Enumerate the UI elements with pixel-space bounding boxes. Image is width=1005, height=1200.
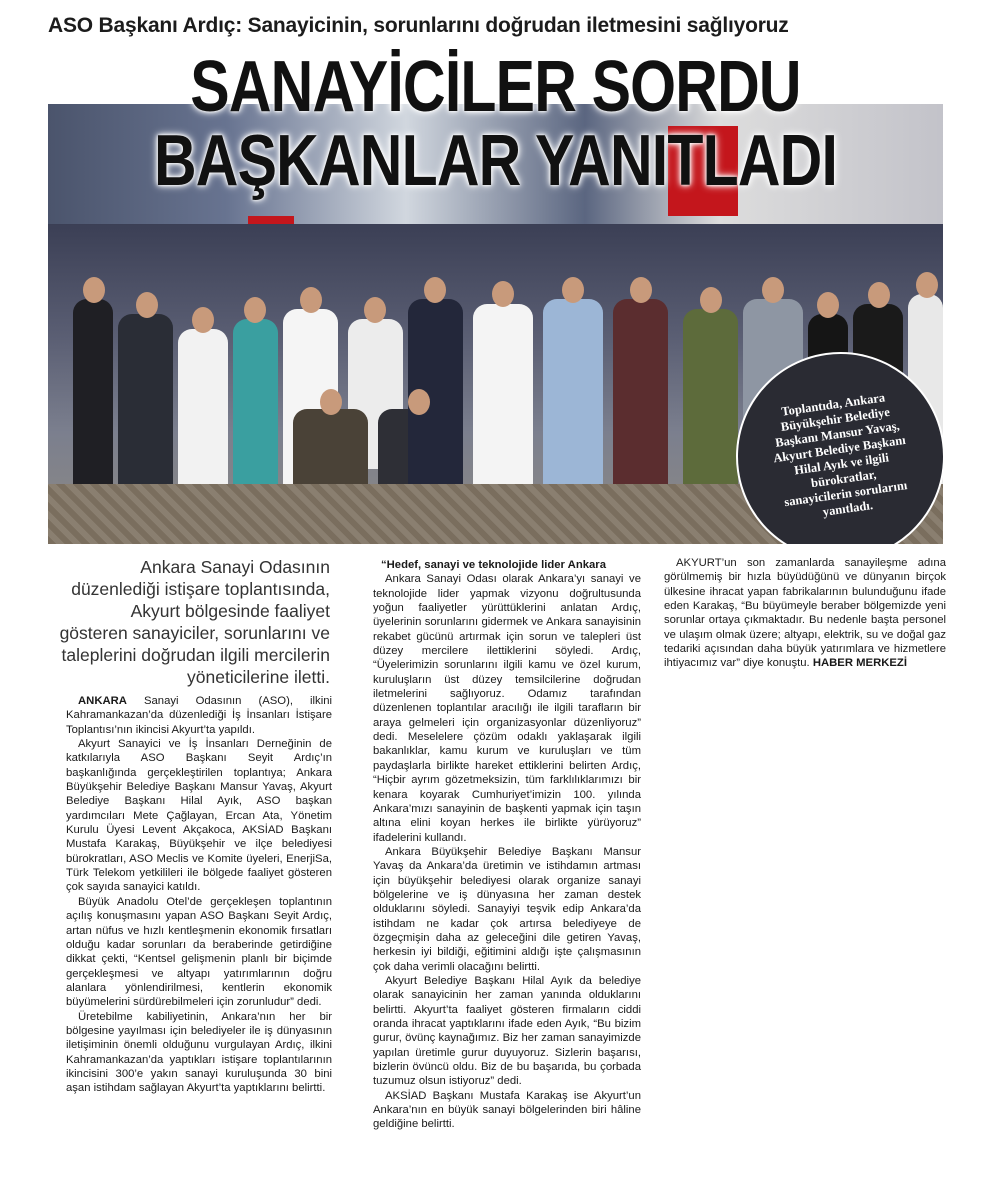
headline-line-1: SANAYİCİLER SORDU — [190, 47, 801, 127]
body-paragraph: Üretebilme kabiliyetinin, Ankara’nın her bir bölgesine yayılması için belediyeler ile iş dünyasının iletişiminin önemli olduğunu vurgulayan Ardıç, ilkini Kahramankazan’da yaptıkları istişare toplantılarının ikincisini 300’e yakın sanayi kuruluşunda 30 bini aşan istihdam sağlayan Akyurt’ta yaptıklarını belirtti. — [66, 1010, 332, 1095]
body-paragraph — [66, 694, 332, 737]
lead-paragraph: Ankara Sanayi Odasının düzenlediği istişare toplantısında, Akyurt bölgesinde faaliyet gösteren sanayiciler, sorunlarını ve taleplerini doğrudan ilgili mercilerin yöneticilerine iletti. — [59, 557, 330, 687]
body-text: Sanayi Odasının (ASO), ilkini Kahramankazan’da düzenlediği İş İnsanları İstişare Toplantısı’nın ikincisi Akyurt’ta yapıldı. — [66, 695, 332, 736]
body-paragraph: Akyurt Sanayici ve İş İnsanları Derneğinin de katkılarıyla ASO Başkanı Seyit Ardıç’ın başkanlığında gerçekleştirilen toplantıya; Ankara Büyükşehir Belediye Başkanı Mansur Yavaş, Akyurt Belediye Başkanı Hilal Ayık, ASO başkan yardımcıları Mete Çağlayan, Ercan Ata, Yönetim Kurulu Üyesi Levent Akçakoca, AKSİAD Başkanı Mustafa Karakaş, Büyükşehir ve ilçe belediyesi bürokratları, ASO Meclis ve Komite üyeleri, EnerjiSa, Türk Telekom yetkilileri ile bölgede faaliyet gösteren çok sayıda sanayici katıldı. — [66, 738, 332, 894]
body-paragraph: Ankara Sanayi Odası olarak Ankara’yı sanayi ve teknolojide lider yapmak vizyonu doğrultusunda yoğun faaliyetler yürüttüklerini anlatan Ardıç, üyelerinin sorunlarını gidermek ve Ankara sanayisinin rekabet gücünü artırmak için sorun ve talepleri üst düzey mercilere ilettiklerini söyledi. Ardıç, “Üyelerimizin sorunlarını ilgili kamu ve özel kurum, kuruluşların üst düzey temsilcilerine doğrudan iletmelerini sağlıyoruz. Odamız tarafından düzenlenen toplantılar aracılığı ile ilgili tarafların bir araya gelmeleri için organizasyonlar düzenliyoruz” dedi. Meselelere çözüm odaklı yaklaşarak ilgili bakanlıklar, kamu kurum ve kuruluşları ve tüm paydaşlarla birlikte hareket ettiklerini belirten Ardıç, “Hiçbir ayrım gözetmeksizin, tüm farklılıklarımızı bir kenara koyarak Cumhuriyet’imizin 100. yılında Ankara’mızı sanayinin de başkenti yapmak için taşın altına elini koyan herkes ile birlikte yürüyoruz” ifadelerini kullandı. — [373, 573, 641, 844]
byline: HABER MERKEZİ — [812, 657, 907, 670]
body-paragraph: Ankara Büyükşehir Belediye Başkanı Mansur Yavaş da Ankara’da üretimin ve istihdamın artması için büyükşehir belediyesi olarak organize sanayi bölgelerine ve iş dünyasına her zaman destek olduklarını söyledi. Sanayiyi teşvik edip Ankara’da istihdam ne kadar çok artırsa belediyeye de özgeçmişin daha az geleceğini dile getiren Yavaş, herkesin iyi bildiği, eğitimini aldığı işte çalışmasının çok daha verimli olacağını belirtti. — [373, 845, 641, 973]
section-subhead: “Hedef, sanayi ve teknolojide lider Ankara — [381, 559, 606, 571]
body-text: AKYURT’un son zamanlarda sanayileşme adına görülmemiş bir hızla büyüdüğünü ve dünyanın birçok ülkesine ihracat yapan fabrikalarının bulunduğunu ifade eden Karakaş, “Bu büyümeyle beraber bölgemizde yeni sorunlar ortaya çıkmaktadır. Bu nedenle başta personel ve ulaşım olmak üzere; altyapı, elektrik, su ve doğal gaz tedariki açısından daha büyük yatırımlara ve hizmetlere ihtiyacımız var” diye konuştu. — [664, 557, 946, 670]
body-paragraph: Akyurt Belediye Başkanı Hilal Ayık da belediye olarak sanayicinin her zaman yanında olduklarını belirtti. Akyurt’ta faaliyet gösteren firmaların ciddi oranda ihracat yaptıklarını ifade eden Ayık, “Bu bizim gurur, övünç kaynağımız. Biz her zaman sanayimizde yapılan üretimle gurur duyuyoruz. Sizlerin başarısı, bizlerin övüncü oldu. Biz de bu başarıda, bu çorbada tuzumuz olsun istiyoruz” dedi. — [373, 974, 641, 1088]
headline-line-2: BAŞKANLAR YANITLADI — [153, 121, 838, 201]
dateline: ANKARA — [78, 695, 127, 707]
headline — [129, 47, 863, 201]
body-paragraph: Büyük Anadolu Otel’de gerçekleşen toplantının açılış konuşmasını yapan ASO Başkanı Seyit Ardıç, artan nüfus ve hızlı kentleşmenin ekonomik fırsatları olduğu kadar sorunları da beraberinde getirdiğine dikkat çekti, “Kentsel gelişmenin planlı bir biçimde gerçekleşmesi ve altyapı yatırımlarının doğru alanlara yönlendirilmesi, kentlerin ekonomik büyümelerini sürdürebilmeleri için zorunludur” dedi. — [66, 895, 332, 1009]
body-paragraph — [664, 556, 946, 671]
body-paragraph: AKSİAD Başkanı Mustafa Karakaş ise Akyurt’un Ankara’nın en büyük sanayi bölgelerinden biri hâline geldiğine belirtti. — [373, 1089, 641, 1131]
article-kicker: ASO Başkanı Ardıç: Sanayicinin, sorunlarını doğrudan iletmesini sağlıyoruz — [48, 14, 789, 37]
body-column-3 — [664, 556, 946, 671]
body-column-2 — [373, 558, 641, 1132]
hero-photo — [48, 44, 943, 544]
photo-caption: Toplantıda, Ankara Büyükşehir Belediye Başkanı Mansur Yavaş, Akyurt Belediye Başkanı Hilal Ayık ve ilgili bürokratlar, sanayicilerin sorularını yanıtladı. — [772, 389, 909, 519]
body-column-1 — [66, 694, 332, 1096]
